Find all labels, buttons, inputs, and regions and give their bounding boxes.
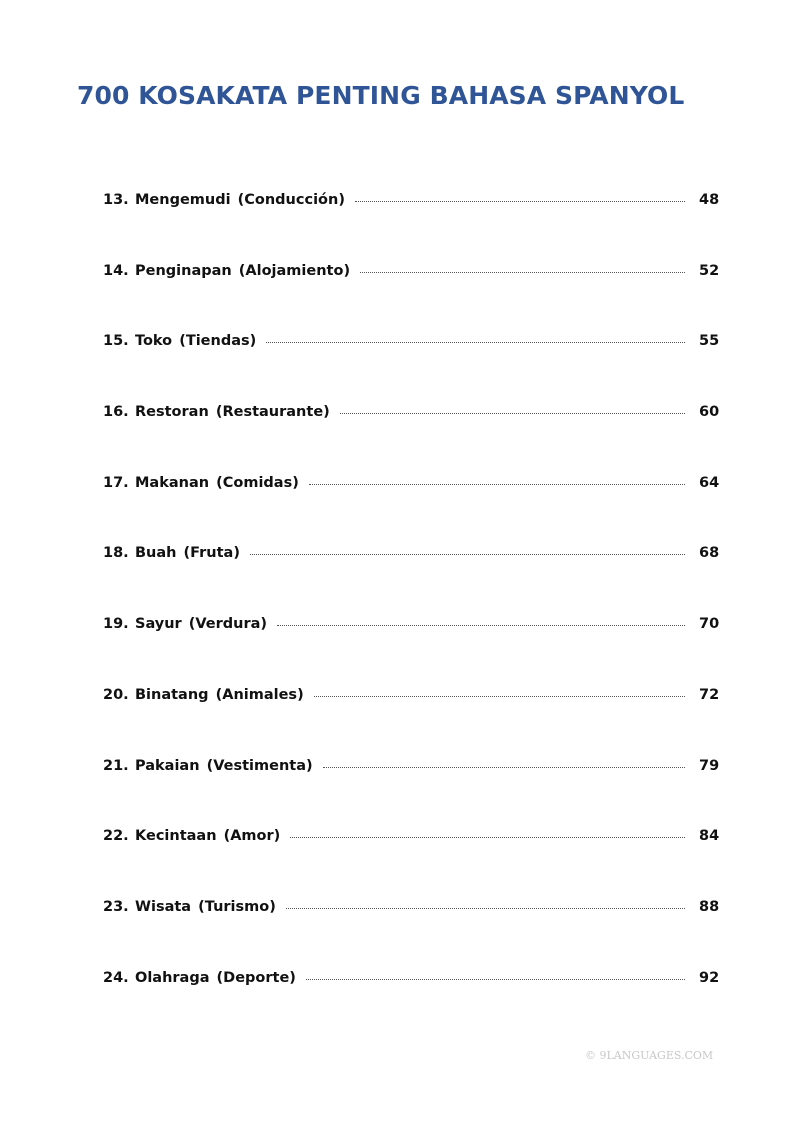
toc-entry[interactable]: [103, 758, 719, 829]
dot-leader: [309, 484, 685, 485]
toc-entry-label: Binatang (Animales): [135, 686, 304, 703]
toc-entry-number: 13.: [103, 192, 129, 208]
toc-entry-label: Mengemudi (Conducción): [135, 192, 345, 208]
dot-leader: [314, 696, 685, 697]
toc-entry-label: Kecintaan (Amor): [135, 828, 281, 845]
dot-leader: [277, 625, 685, 626]
dot-leader: [250, 554, 685, 555]
toc-entry-page: 64: [699, 474, 720, 491]
toc-entry-number: 14.: [103, 262, 129, 279]
toc-entry-label: Sayur (Verdura): [135, 616, 268, 633]
toc-entry-number: 24.: [103, 969, 129, 986]
dot-leader: [290, 837, 685, 838]
toc-entry-number: 15.: [103, 333, 129, 350]
toc-entry-label: Penginapan (Alojamiento): [135, 262, 351, 279]
toc-entry-number: 23.: [103, 898, 129, 915]
toc-entry-label: Makanan (Comidas): [135, 474, 299, 491]
copyright-watermark: © 9LANGUAGES.COM: [585, 1049, 714, 1062]
toc-entry[interactable]: [103, 828, 719, 899]
dot-leader: [286, 908, 685, 909]
toc-entry[interactable]: [103, 616, 719, 687]
toc-entry-label: Olahraga (Deporte): [135, 969, 296, 986]
toc-entry-number: 17.: [103, 474, 129, 491]
toc-entry-number: 16.: [103, 404, 129, 421]
toc-entry[interactable]: [103, 192, 719, 263]
toc-entry[interactable]: [103, 333, 719, 404]
toc-entry-label: Buah (Fruta): [135, 545, 240, 562]
toc-entry[interactable]: [103, 263, 719, 334]
toc-entry[interactable]: [103, 687, 719, 758]
toc-entry-number: 18.: [103, 545, 129, 562]
toc-entry-number: 20.: [103, 686, 129, 703]
toc-entry-page: 88: [699, 898, 720, 915]
toc-entry-page: 92: [699, 969, 720, 986]
toc-entry-number: 21.: [103, 757, 129, 774]
toc-entry[interactable]: [103, 404, 719, 475]
toc-entry-label: Toko (Tiendas): [135, 333, 257, 350]
toc-entry-page: 48: [699, 192, 720, 208]
dot-leader: [323, 767, 685, 768]
toc-entry-page: 72: [699, 686, 720, 703]
page-title: 700 KOSAKATA PENTING BAHASA SPANYOL: [77, 81, 685, 110]
dot-leader: [360, 272, 685, 273]
toc-entry-number: 22.: [103, 828, 129, 845]
toc-entry-page: 60: [699, 404, 720, 421]
toc-entry-page: 68: [699, 545, 720, 562]
table-of-contents: [103, 192, 719, 1040]
dot-leader: [355, 201, 685, 202]
toc-entry-page: 55: [699, 333, 720, 350]
toc-entry[interactable]: [103, 899, 719, 970]
toc-entry-label: Wisata (Turismo): [135, 898, 276, 915]
dot-leader: [306, 979, 685, 980]
toc-entry-page: 70: [699, 616, 720, 633]
toc-entry-page: 52: [699, 262, 720, 279]
toc-entry-page: 79: [699, 757, 720, 774]
toc-entry-label: Restoran (Restaurante): [135, 404, 330, 421]
toc-entry-page: 84: [699, 828, 720, 845]
dot-leader: [266, 342, 685, 343]
toc-entry[interactable]: [103, 545, 719, 616]
toc-entry[interactable]: [103, 475, 719, 546]
toc-entry-number: 19.: [103, 616, 129, 633]
dot-leader: [340, 413, 685, 414]
toc-entry-label: Pakaian (Vestimenta): [135, 757, 313, 774]
toc-entry[interactable]: [103, 970, 719, 1041]
